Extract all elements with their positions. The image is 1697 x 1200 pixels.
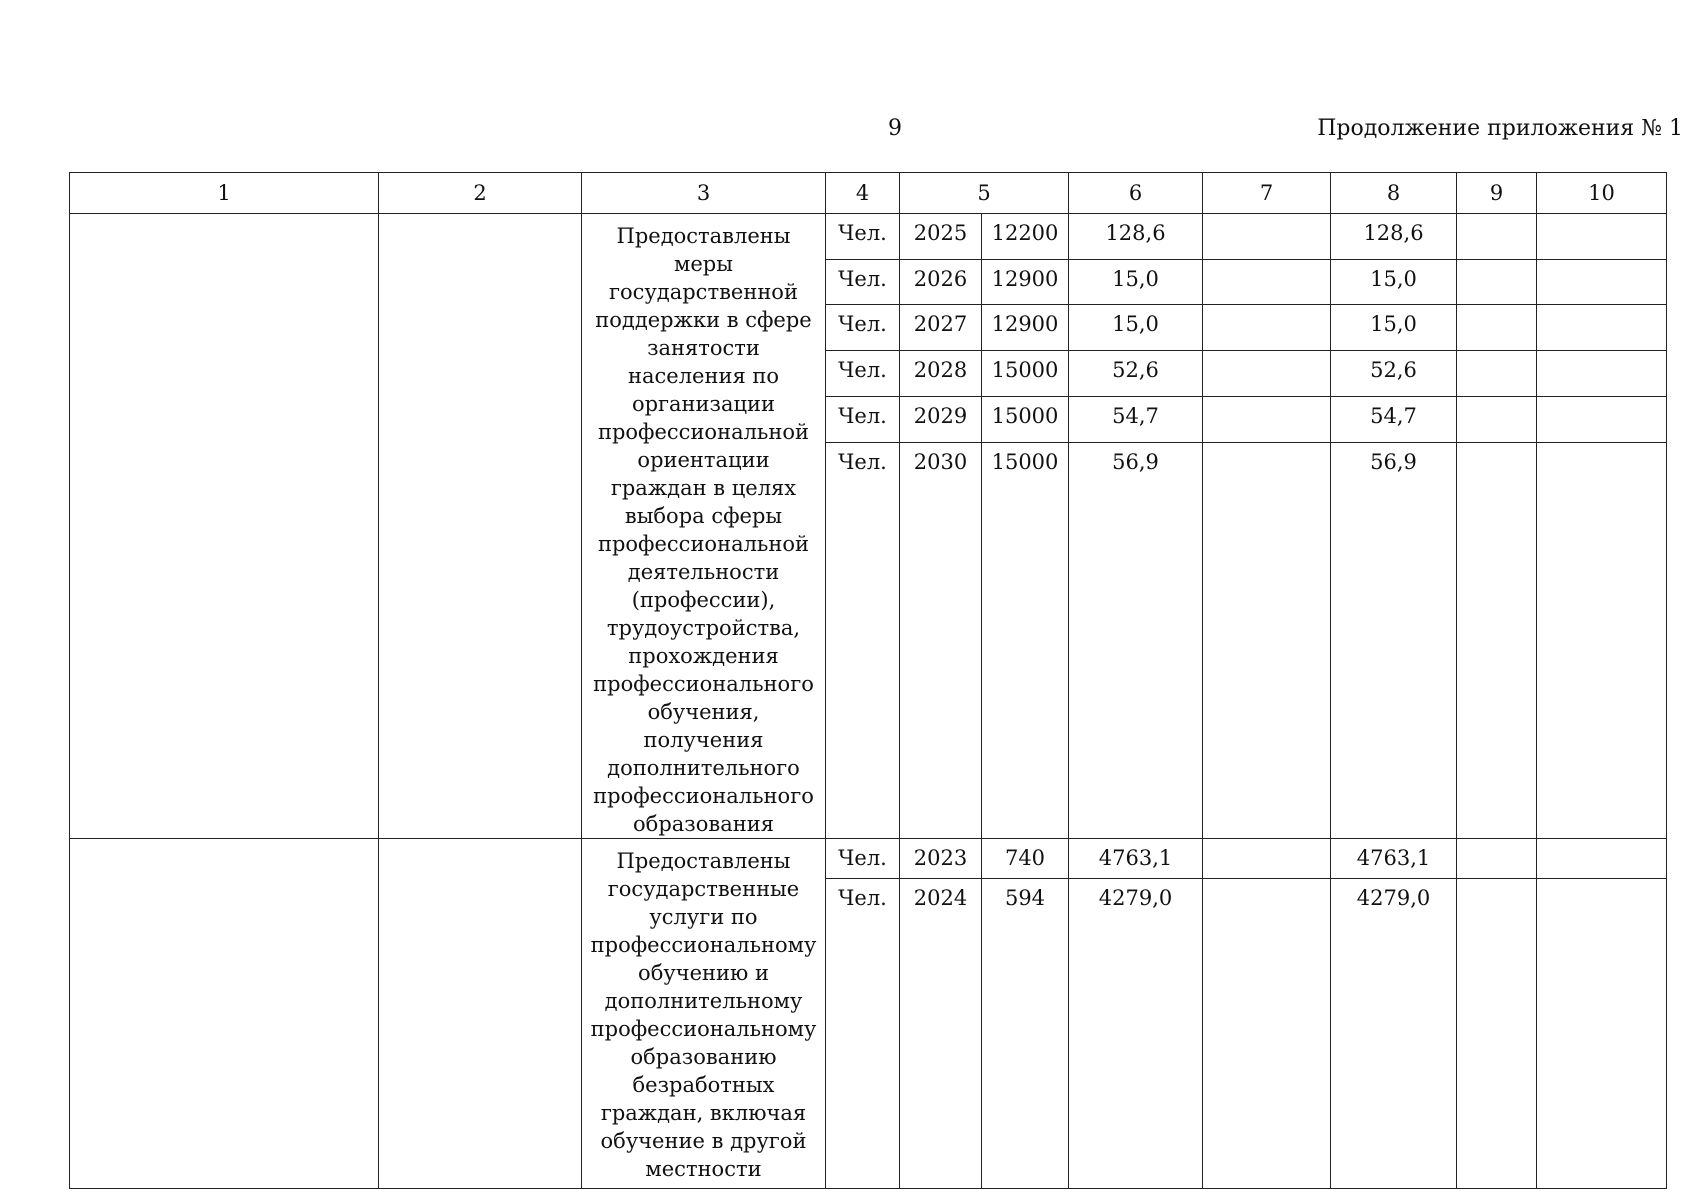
col7-cell: [1203, 214, 1331, 260]
unit-cell: Чел.: [826, 351, 900, 397]
col9-cell: [1457, 839, 1537, 879]
count-cell: 740: [982, 839, 1069, 879]
col2-cell: [379, 214, 582, 839]
column-number: 10: [1537, 173, 1667, 214]
col8-cell: 4763,1: [1331, 839, 1457, 879]
col7-cell: [1203, 351, 1331, 397]
col10-cell: [1537, 879, 1667, 1189]
col6-cell: 15,0: [1069, 305, 1203, 351]
count-cell: 594: [982, 879, 1069, 1189]
col7-cell: [1203, 305, 1331, 351]
col6-cell: 52,6: [1069, 351, 1203, 397]
col10-cell: [1537, 214, 1667, 260]
unit-cell: Чел.: [826, 879, 900, 1189]
year-cell: 2027: [900, 305, 982, 351]
column-number: 4: [826, 173, 900, 214]
col9-cell: [1457, 351, 1537, 397]
col6-cell: 56,9: [1069, 442, 1203, 838]
col6-cell: 54,7: [1069, 396, 1203, 442]
col8-cell: 4279,0: [1331, 879, 1457, 1189]
col9-cell: [1457, 305, 1537, 351]
col1-cell: [70, 839, 379, 1189]
year-cell: 2030: [900, 442, 982, 838]
col8-cell: 54,7: [1331, 396, 1457, 442]
col7-cell: [1203, 259, 1331, 305]
measure-description: Предоставлены меры государственной поддержки в сфере занятости населения по организации профессиональной ориентации граждан в целях выбора сферы профессиональной деятельности (профессии), трудоустройства, прохождения профессионального обучения, получения дополнительного профессионального образования: [582, 214, 826, 839]
year-cell: 2024: [900, 879, 982, 1189]
count-cell: 12900: [982, 305, 1069, 351]
col7-cell: [1203, 442, 1331, 838]
col10-cell: [1537, 396, 1667, 442]
count-cell: 15000: [982, 442, 1069, 838]
column-number: 3: [582, 173, 826, 214]
year-cell: 2023: [900, 839, 982, 879]
count-cell: 12200: [982, 214, 1069, 260]
data-table: [69, 172, 1667, 1189]
year-cell: 2028: [900, 351, 982, 397]
col9-cell: [1457, 259, 1537, 305]
col8-cell: 52,6: [1331, 351, 1457, 397]
col8-cell: 56,9: [1331, 442, 1457, 838]
col10-cell: [1537, 351, 1667, 397]
col8-cell: 15,0: [1331, 259, 1457, 305]
continuation-note: Продолжение приложения № 1: [1317, 116, 1683, 141]
column-number: 6: [1069, 173, 1203, 214]
col7-cell: [1203, 396, 1331, 442]
col2-cell: [379, 839, 582, 1189]
col8-cell: 128,6: [1331, 214, 1457, 260]
col6-cell: 4763,1: [1069, 839, 1203, 879]
col9-cell: [1457, 396, 1537, 442]
col6-cell: 128,6: [1069, 214, 1203, 260]
col8-cell: 15,0: [1331, 305, 1457, 351]
unit-cell: Чел.: [826, 305, 900, 351]
column-number: 7: [1203, 173, 1331, 214]
column-number: 1: [70, 173, 379, 214]
unit-cell: Чел.: [826, 259, 900, 305]
col7-cell: [1203, 839, 1331, 879]
unit-cell: Чел.: [826, 839, 900, 879]
unit-cell: Чел.: [826, 442, 900, 838]
col10-cell: [1537, 305, 1667, 351]
page-number: 9: [888, 116, 902, 141]
col9-cell: [1457, 442, 1537, 838]
col10-cell: [1537, 839, 1667, 879]
unit-cell: Чел.: [826, 396, 900, 442]
column-number: 9: [1457, 173, 1537, 214]
column-number: 5: [900, 173, 1069, 214]
table-row: [70, 214, 1667, 260]
col10-cell: [1537, 442, 1667, 838]
col9-cell: [1457, 879, 1537, 1189]
col1-cell: [70, 214, 379, 839]
year-cell: 2026: [900, 259, 982, 305]
col6-cell: 15,0: [1069, 259, 1203, 305]
measure-description: Предоставлены государственные услуги по профессиональному обучению и дополнительному профессиональному образованию безработных граждан, включая обучение в другой местности: [582, 839, 826, 1189]
col10-cell: [1537, 259, 1667, 305]
count-cell: 12900: [982, 259, 1069, 305]
col7-cell: [1203, 879, 1331, 1189]
column-number: 2: [379, 173, 582, 214]
column-number-row: [70, 173, 1667, 214]
count-cell: 15000: [982, 351, 1069, 397]
col9-cell: [1457, 214, 1537, 260]
table-row: [70, 839, 1667, 879]
col6-cell: 4279,0: [1069, 879, 1203, 1189]
year-cell: 2029: [900, 396, 982, 442]
unit-cell: Чел.: [826, 214, 900, 260]
year-cell: 2025: [900, 214, 982, 260]
count-cell: 15000: [982, 396, 1069, 442]
column-number: 8: [1331, 173, 1457, 214]
